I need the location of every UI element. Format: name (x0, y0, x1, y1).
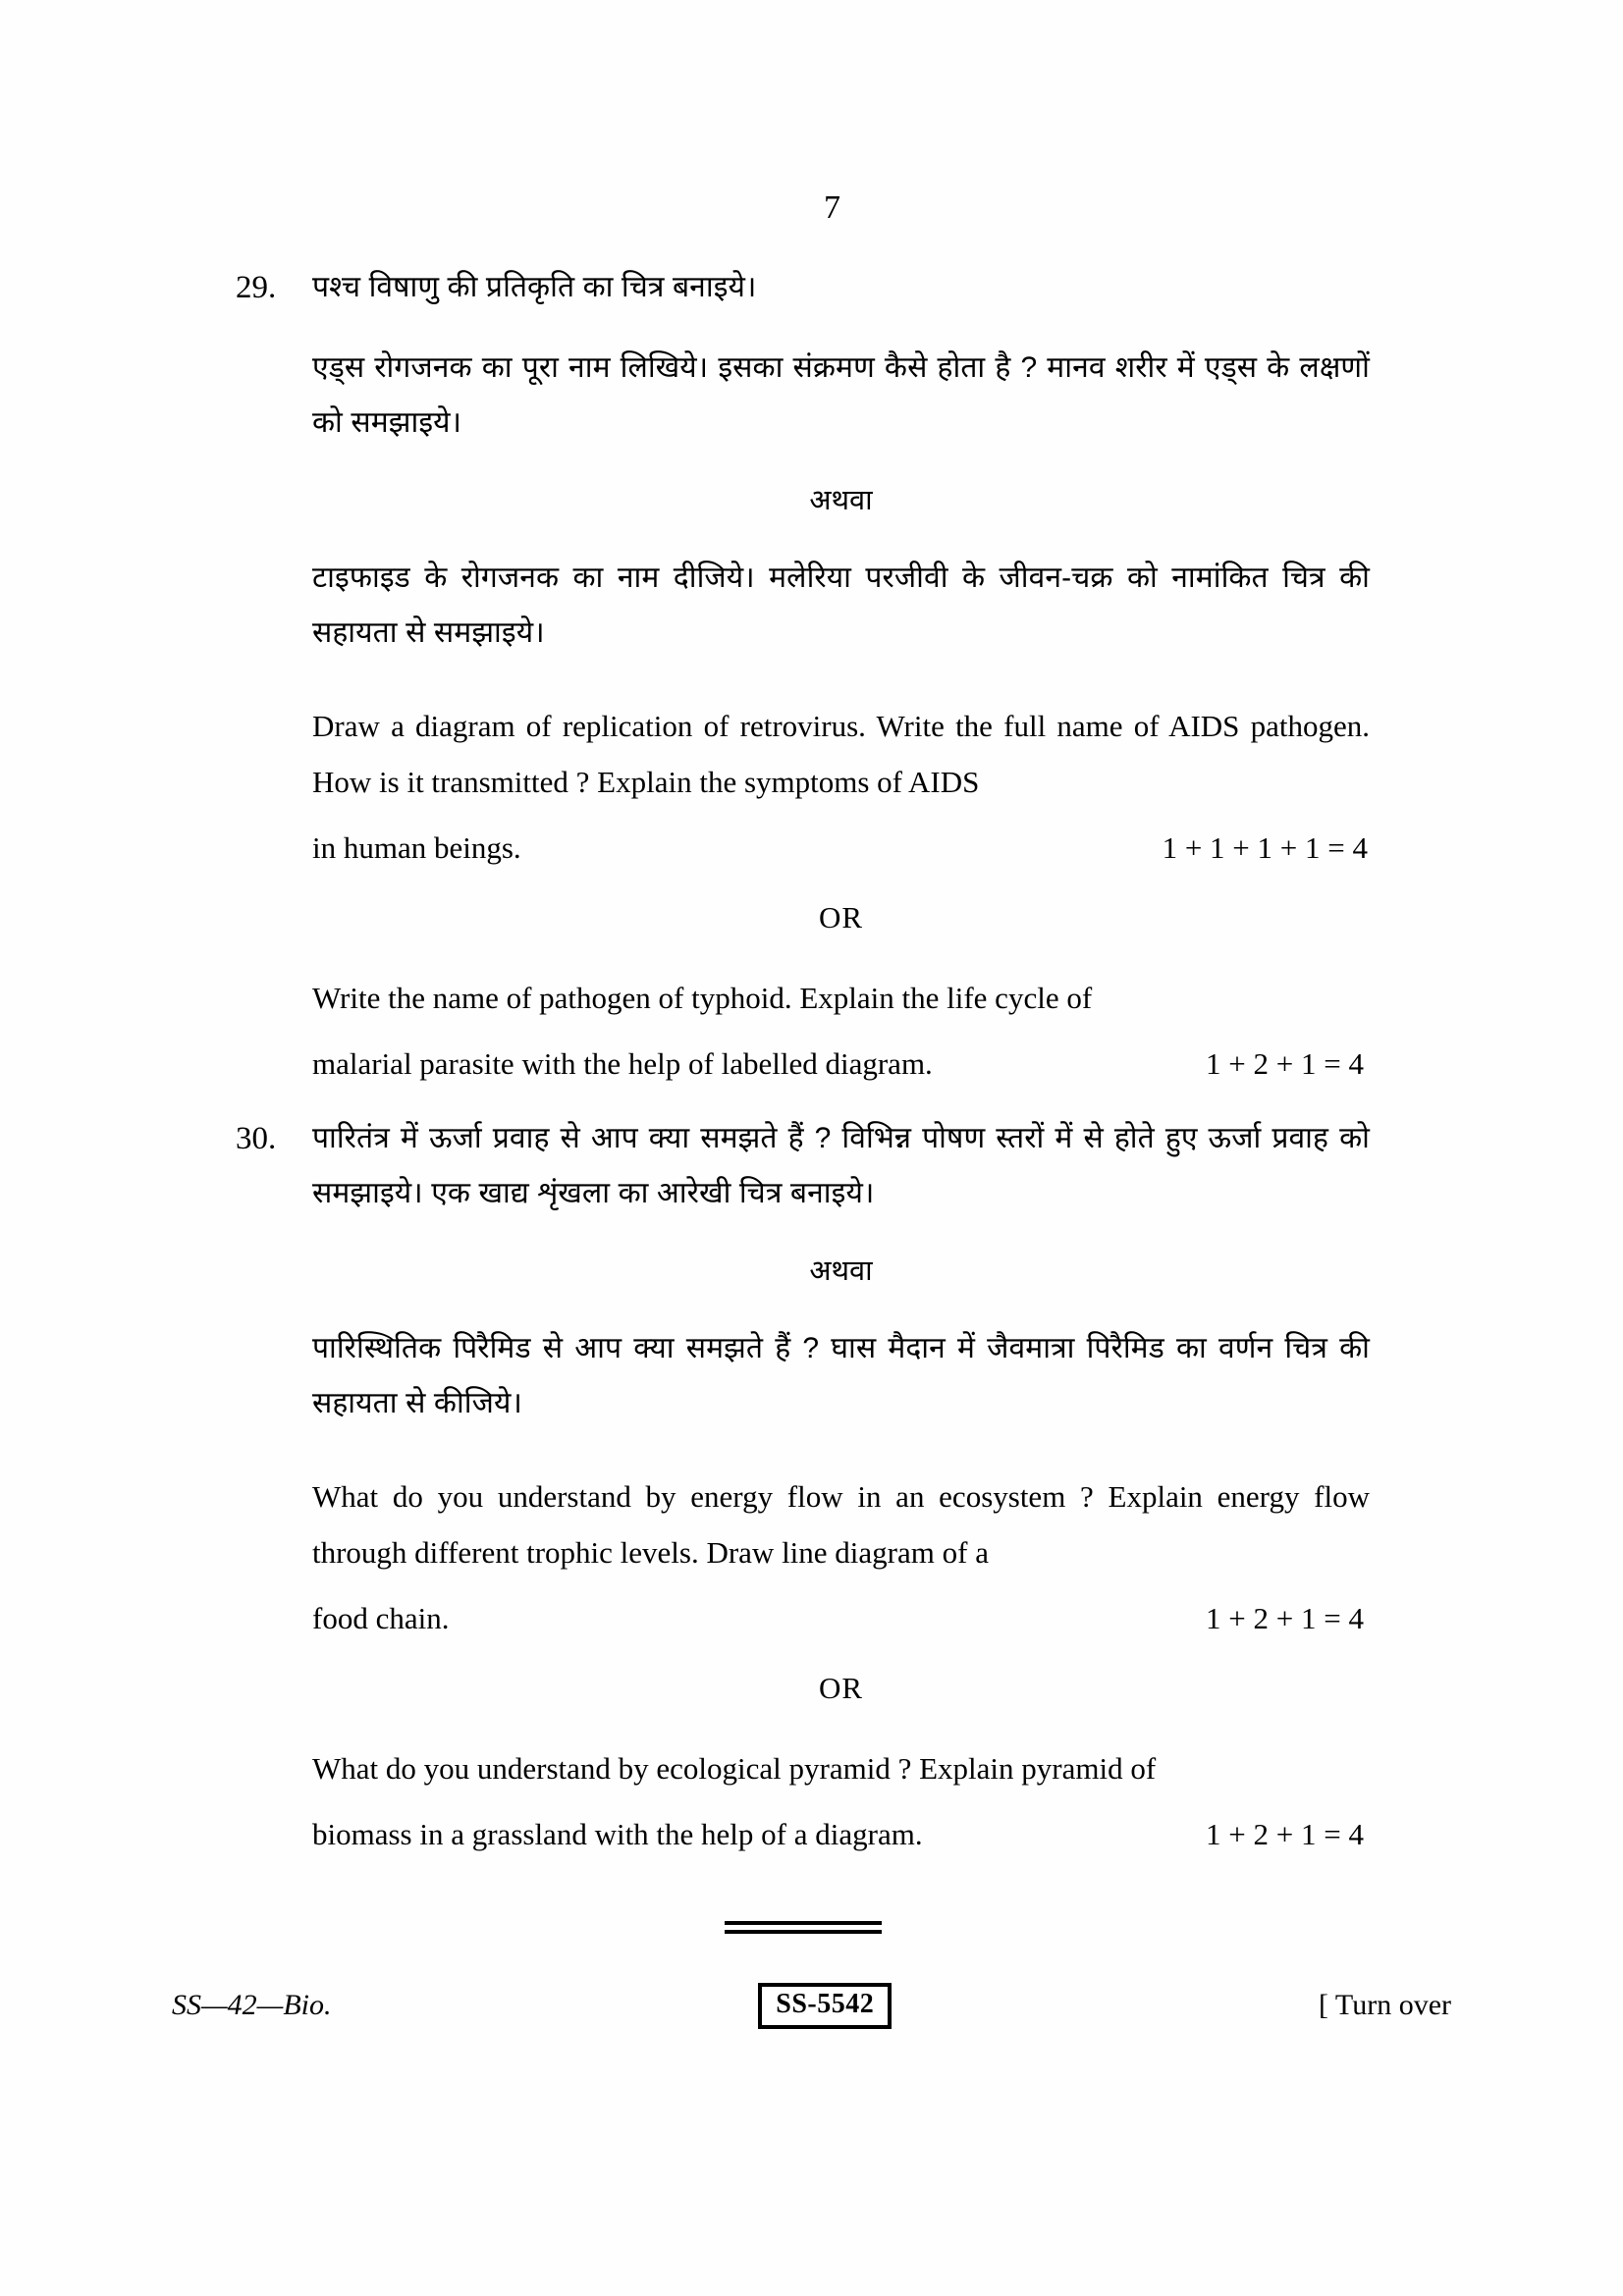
q29-english-alt-body: Write the name of pathogen of typhoid. Explain the life cycle of (312, 981, 1093, 1015)
q30-english-alt-last-line-row (312, 1806, 1370, 1862)
paper-code: SS—42—Bio. (172, 1989, 332, 2022)
q29-english-alt-last-line: malarial parasite with the help of labelled diagram. (312, 1046, 933, 1081)
serial-code-box: SS-5542 (758, 1983, 892, 2029)
q29-english-alt-marks: 1 + 2 + 1 = 4 (1206, 1046, 1364, 1081)
q30-english-alt-marks: 1 + 2 + 1 = 4 (1206, 1817, 1364, 1851)
q29-english-main-last-line-row (312, 820, 1370, 876)
q30-hindi-paragraph-1: पारितंत्र में ऊर्जा प्रवाह से आप क्या समझते हैं ? विभिन्न पोषण स्तरों में से होते हुए ऊर्जा प्रवाह को समझाइये। एक खाद्य शृंखला का आरेखी चित्र बनाइये। (312, 1122, 1370, 1209)
page-number: 7 (824, 189, 840, 226)
q29-english-alternative-label: OR (818, 900, 864, 934)
q30-english-main-last-line-row (312, 1590, 1370, 1646)
spacer (312, 686, 1370, 698)
q29-hindi-alternative-label: अथवा (809, 485, 873, 516)
q30-hindi-alternative: पारिस्थितिक पिरैमिड से आप क्या समझते हैं ? घास मैदान में जैवमात्रा पिरैमिड का वर्णन चित्र की सहायता से कीजिये। (312, 1332, 1370, 1419)
q29-hindi-paragraph-2: एड्स रोगजनक का पूरा नाम लिखिये। इसका संक्रमण कैसे होता है ? मानव शरीर में एड्स के लक्षणों को समझाइये। (312, 351, 1370, 439)
q30-english-main-marks: 1 + 2 + 1 = 4 (1206, 1601, 1364, 1635)
q30-english-alt-body: What do you understand by ecological pyramid ? Explain pyramid of (312, 1751, 1157, 1786)
q29-english-alt-last-line-row (312, 1036, 1370, 1092)
spacer (312, 1457, 1370, 1468)
q29-english-main-last-line: in human beings. (312, 830, 521, 865)
q30-english-alternative-label: OR (818, 1671, 864, 1705)
question-30-body (312, 1111, 1370, 1870)
q29-hindi-alternative: टाइफाइड के रोगजनक का नाम दीजिये। मलेरिया परजीवी के जीवन-चक्र को नामांकित चित्र की सहायता से समझाइये। (312, 561, 1370, 649)
question-block-30 (236, 1111, 1370, 1870)
q30-hindi-alternative-label: अथवा (809, 1255, 873, 1287)
question-number-29: 29. (236, 270, 277, 305)
spacer (236, 1099, 1370, 1111)
question-block-29 (236, 260, 1370, 1099)
q29-hindi-line-1: पश्च विषाणु की प्रतिकृति का चित्र बनाइये। (312, 271, 757, 303)
question-29-body (312, 260, 1370, 1099)
q30-english-main-last-line: food chain. (312, 1601, 450, 1635)
page-content (236, 191, 1370, 1934)
q30-english-main-body: What do you understand by energy flow in an ecosystem ? Explain energy flow through different trophic levels. Draw line diagram of a (312, 1479, 1370, 1570)
question-number-30: 30. (236, 1121, 277, 1156)
q29-english-main-body: Draw a diagram of replication of retrovirus. Write the full name of AIDS pathogen. How is it transmitted ? Explain the symptoms of AIDS (312, 709, 1370, 799)
q30-english-alt-last-line: biomass in a grassland with the help of a diagram. (312, 1817, 923, 1851)
q29-english-main-marks: 1 + 1 + 1 + 1 = 4 (1162, 830, 1368, 865)
turn-over-note: [ Turn over (1318, 1989, 1451, 2022)
section-end-divider (725, 1921, 882, 1934)
page-footer (172, 1983, 1451, 2029)
